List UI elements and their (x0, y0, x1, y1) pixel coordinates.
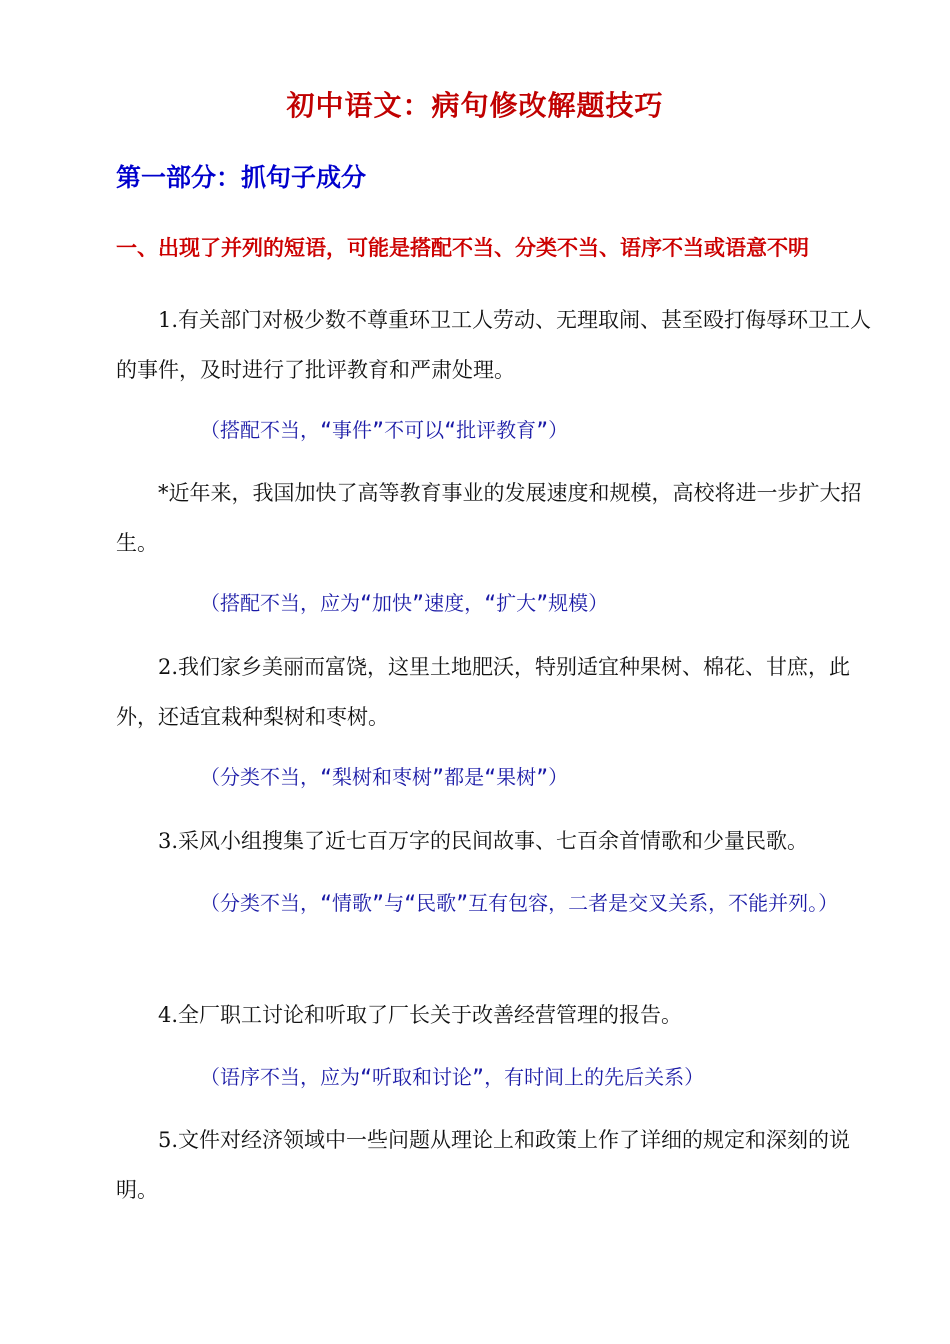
analysis-note-2: （分类不当，“梨树和枣树”都是“果树”） (200, 765, 569, 789)
part-heading: 第一部分：抓句子成分 (116, 163, 367, 192)
example-sentence-4: 4.全厂职工讨论和听取了厂长关于改善经营管理的报告。 (158, 1003, 683, 1027)
example-sentence-3: 3.采风小组搜集了近七百万字的民间故事、七百余首情歌和少量民歌。 (158, 829, 809, 853)
example-sentence-1: 1.有关部门对极少数不尊重环卫工人劳动、无理取闹、甚至殴打侮辱环卫工人的事件，及时进行了批评教育和严肃处理。 (116, 308, 872, 382)
analysis-note-extra: （搭配不当，应为“加快”速度，“扩大”规模） (200, 591, 609, 615)
analysis-note-3: （分类不当，“情歌”与“民歌”互有包容，二者是交叉关系，不能并列。） (200, 891, 839, 915)
section-heading: 一、出现了并列的短语，可能是搭配不当、分类不当、语序不当或语意不明 (116, 236, 809, 260)
analysis-note-4: （语序不当，应为“听取和讨论”，有时间上的先后关系） (200, 1065, 705, 1089)
example-sentence-extra: *近年来，我国加快了高等教育事业的发展速度和规模，高校将进一步扩大招生。 (116, 481, 862, 555)
example-sentence-5: 5.文件对经济领域中一些问题从理论上和政策上作了详细的规定和深刻的说明。 (116, 1128, 851, 1202)
example-sentence-2: 2.我们家乡美丽而富饶，这里土地肥沃，特别适宜种果树、棉花、甘庶，此外，还适宜栽种梨树和枣树。 (116, 655, 851, 729)
analysis-note-1: （搭配不当，“事件”不可以“批评教育”） (200, 418, 569, 442)
page-title: 初中语文：病句修改解题技巧 (286, 89, 664, 122)
